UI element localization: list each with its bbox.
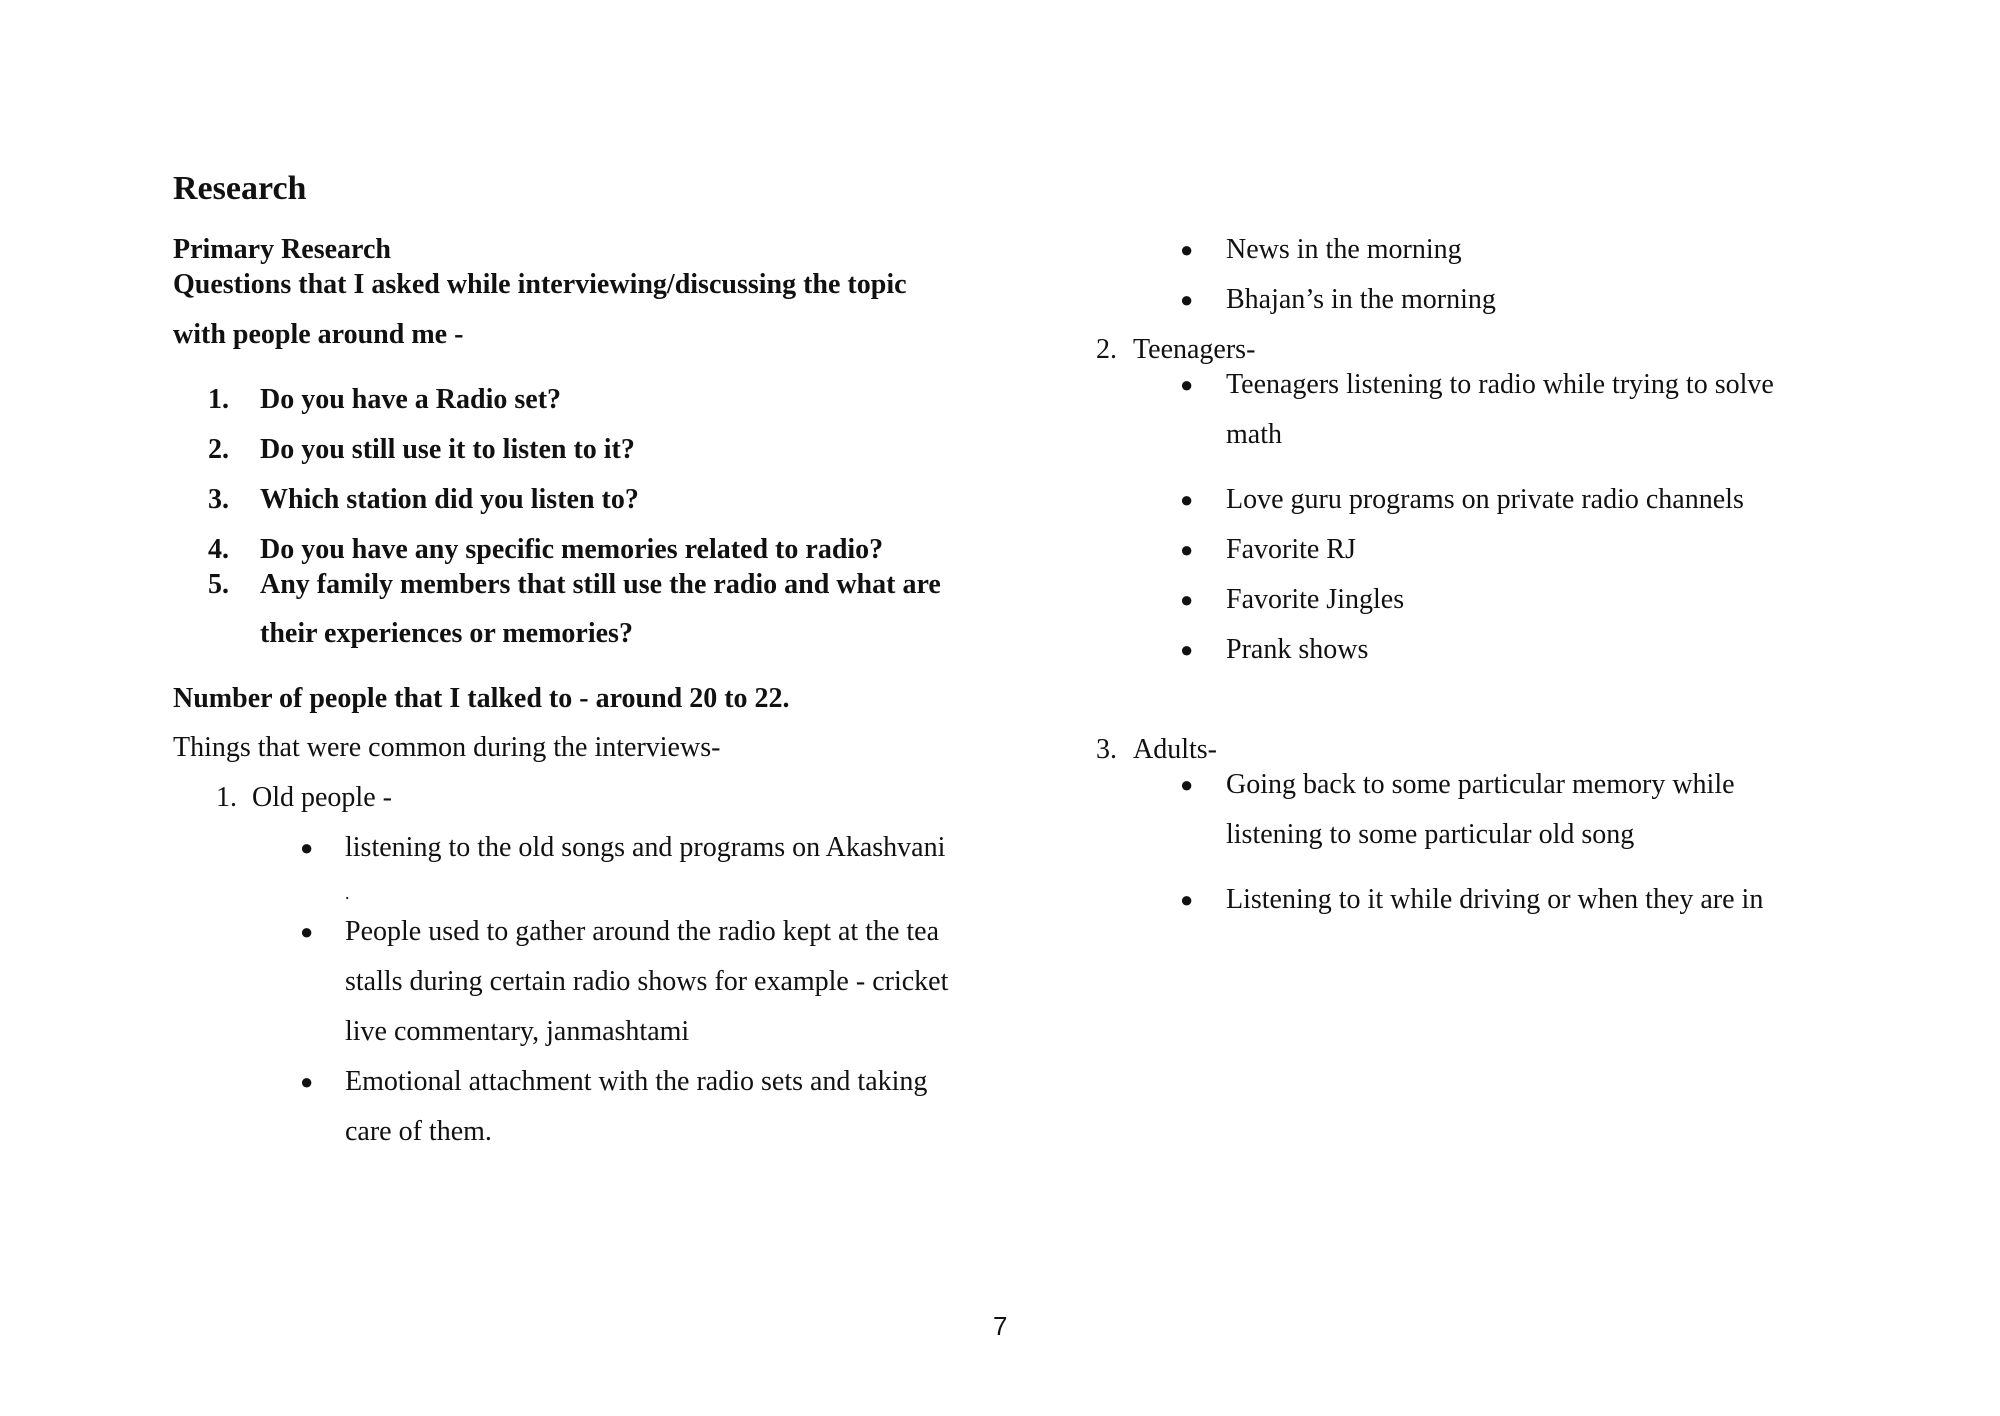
bullet-icon: ● bbox=[1180, 772, 1194, 797]
bullet-item-continuation: care of them. bbox=[345, 1116, 492, 1147]
question-number: 4. bbox=[208, 534, 229, 565]
bullet-item: Prank shows bbox=[1226, 634, 1369, 665]
group-number: 3. bbox=[1096, 734, 1117, 765]
bullet-item-continuation: live commentary, janmashtami bbox=[345, 1016, 690, 1047]
bullet-item: Teenagers listening to radio while trying to solve bbox=[1226, 369, 1774, 400]
question-item: Any family members that still use the radio and what are bbox=[260, 569, 941, 600]
bullet-icon: ● bbox=[1180, 372, 1194, 397]
group-label: Teenagers- bbox=[1133, 334, 1256, 365]
bullet-icon: ● bbox=[1180, 587, 1194, 612]
bullet-item: Going back to some particular memory while bbox=[1226, 769, 1735, 800]
bullet-item: Listening to it while driving or when they are in bbox=[1226, 884, 1764, 915]
bullet-item: Bhajan’s in the morning bbox=[1226, 284, 1496, 315]
bullet-item-continuation: listening to some particular old song bbox=[1226, 819, 1635, 850]
bullet-item-continuation: . bbox=[345, 883, 350, 903]
question-item-continuation: their experiences or memories? bbox=[260, 618, 633, 649]
question-number: 3. bbox=[208, 484, 229, 515]
question-item: Which station did you listen to? bbox=[260, 484, 639, 515]
bullet-icon: ● bbox=[300, 835, 314, 860]
question-number: 5. bbox=[208, 569, 229, 600]
question-item: Do you have a Radio set? bbox=[260, 384, 562, 415]
common-things-intro: Things that were common during the interviews- bbox=[173, 732, 721, 763]
question-number: 1. bbox=[208, 384, 229, 415]
people-count: Number of people that I talked to - around 20 to 22. bbox=[173, 683, 790, 714]
bullet-item-continuation: stalls during certain radio shows for example - cricket bbox=[345, 966, 949, 997]
bullet-item: People used to gather around the radio kept at the tea bbox=[345, 916, 940, 947]
bullet-item: listening to the old songs and programs on Akashvani bbox=[345, 832, 946, 863]
page-number: 7 bbox=[993, 1311, 1008, 1341]
question-item: Do you have any specific memories related to radio? bbox=[260, 534, 884, 565]
subheading-primary-research: Primary Research bbox=[173, 234, 391, 265]
group-number: 1. bbox=[216, 782, 237, 813]
bullet-item: Emotional attachment with the radio sets and taking bbox=[345, 1066, 928, 1097]
bullet-item: News in the morning bbox=[1226, 234, 1462, 265]
question-item: Do you still use it to listen to it? bbox=[260, 434, 635, 465]
question-number: 2. bbox=[208, 434, 229, 465]
bullet-icon: ● bbox=[1180, 237, 1194, 262]
intro-line-1: Questions that I asked while interviewing/discussing the topic bbox=[173, 269, 907, 300]
bullet-icon: ● bbox=[1180, 287, 1194, 312]
bullet-icon: ● bbox=[1180, 637, 1194, 662]
group-label: Adults- bbox=[1133, 734, 1217, 765]
bullet-icon: ● bbox=[1180, 887, 1194, 912]
bullet-icon: ● bbox=[1180, 537, 1194, 562]
bullet-icon: ● bbox=[1180, 487, 1194, 512]
bullet-icon: ● bbox=[300, 919, 314, 944]
bullet-icon: ● bbox=[300, 1069, 314, 1094]
bullet-item: Favorite Jingles bbox=[1226, 584, 1405, 615]
bullet-item: Love guru programs on private radio channels bbox=[1226, 484, 1744, 515]
bullet-item: Favorite RJ bbox=[1226, 534, 1356, 565]
bullet-item-continuation: math bbox=[1226, 419, 1282, 450]
group-number: 2. bbox=[1096, 334, 1117, 365]
intro-line-2: with people around me - bbox=[173, 319, 464, 350]
group-label: Old people - bbox=[252, 782, 392, 813]
page-title: Research bbox=[173, 170, 307, 207]
